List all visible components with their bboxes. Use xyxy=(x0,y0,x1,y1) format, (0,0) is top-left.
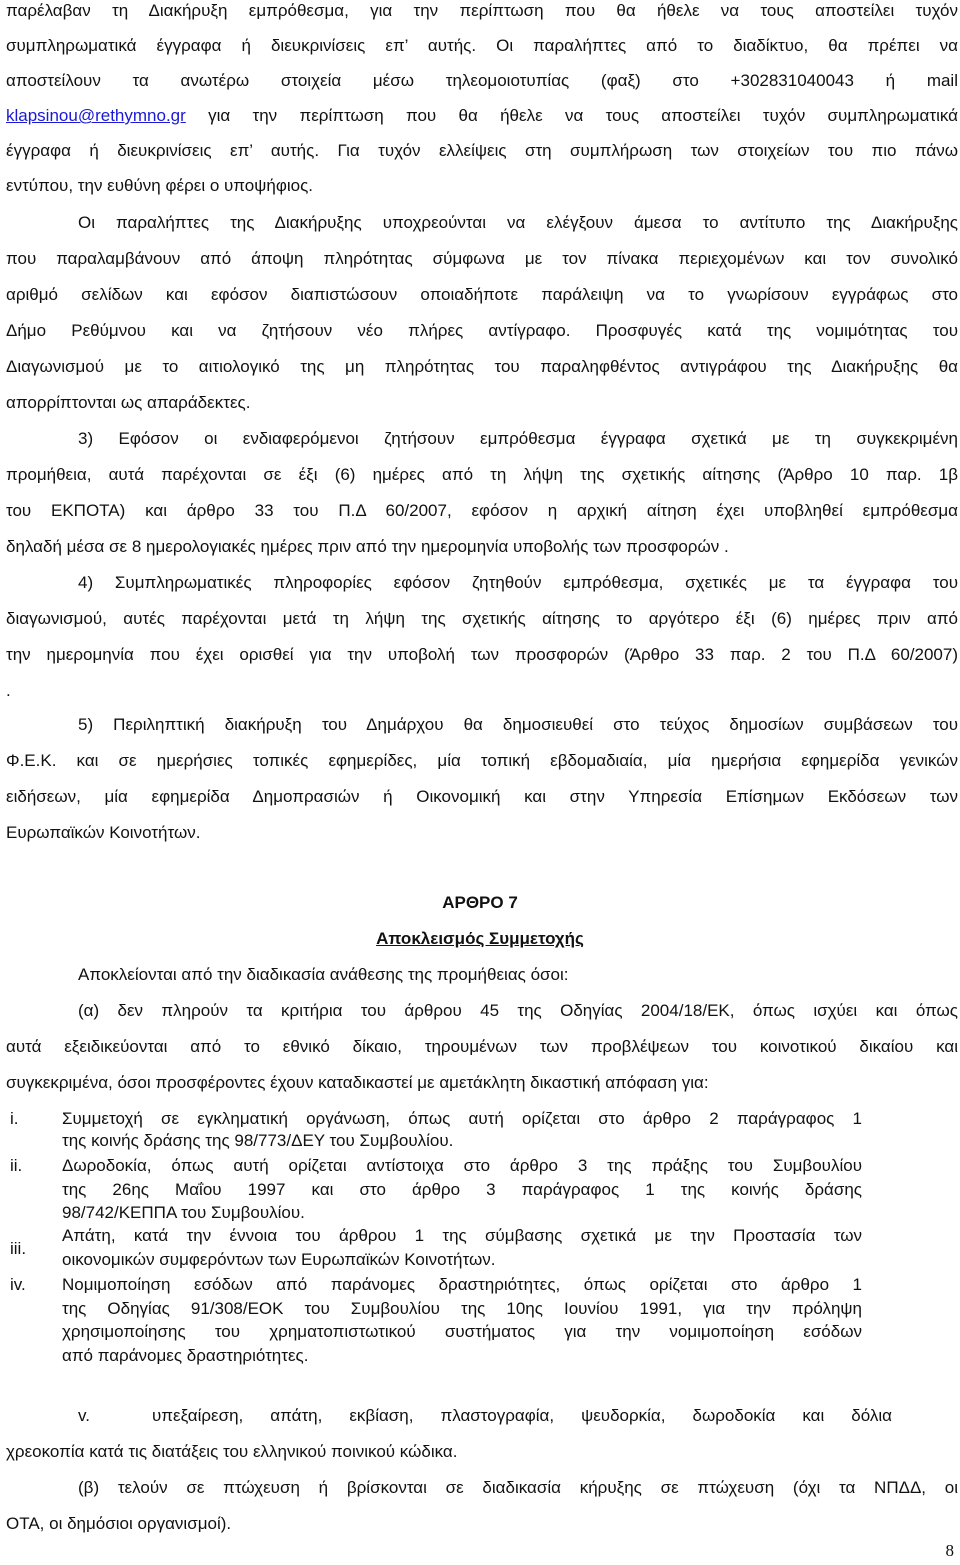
list-number: i. xyxy=(10,1109,19,1128)
paragraph-line: δηλαδή μέσα σε 8 ημερολογιακές ημέρες πριν από την ημερομηνία υποβολής των προσφορών . xyxy=(6,537,729,556)
paragraph-line: . xyxy=(6,681,11,700)
paragraph-line: Φ.Ε.Κ. και σε ημερήσιες τοπικές εφημερίδες, μία τοπική εβδομαδιαία, μία ημερήσια εφημερίδα γενικών xyxy=(6,751,958,770)
list-item-line: υπεξαίρεση, απάτη, εκβίαση, πλαστογραφία, ψευδορκία, δωροδοκία και δόλια xyxy=(152,1406,892,1425)
article-subheading: Αποκλεισμός Συμμετοχής xyxy=(376,929,584,948)
paragraph-line: του ΕΚΠΟΤΑ) και άρθρο 33 του Π.Δ 60/2007, εφόσον η αρχική αίτηση έχει υποβληθεί εμπρόθεσμα xyxy=(6,501,958,520)
paragraph-line: Δήμο Ρεθύμνου και να ζητήσουν νέο πλήρες αντίγραφο. Προσφυγές κατά της νομιμότητας του xyxy=(6,321,958,340)
paragraph-line: Οι παραλήπτες της Διακήρυξης υποχρεούνται να ελέγξουν άμεσα το αντίτυπο της Διακήρυξης xyxy=(78,213,958,232)
paragraph-line: συγκεκριμένα, όσοι προσφέροντες έχουν καταδικαστεί με αμετάκλητη δικαστική απόφαση για: xyxy=(6,1073,709,1092)
paragraph-line: προμήθεια, αυτά παρέχονται σε έξι (6) ημέρες από τη λήψη της σχετικής αίτησης (Άρθρο 10 παρ. 1β xyxy=(6,465,958,484)
paragraph-line: Ευρωπαϊκών Κοινοτήτων. xyxy=(6,823,201,842)
list-number: iii. xyxy=(10,1239,27,1258)
paragraph-line: χρεοκοπία κατά τις διατάξεις του ελληνικού ποινικού κώδικα. xyxy=(6,1442,458,1461)
list-number: ii. xyxy=(10,1156,23,1175)
list-number: iv. xyxy=(10,1275,26,1294)
paragraph-line: 3) Εφόσον οι ενδιαφερόμενοι ζητήσουν εμπρόθεσμα έγγραφα σχετικά με τη συγκεκριμένη xyxy=(78,429,958,448)
paragraph-line: 4) Συμπληρωματικές πληροφορίες εφόσον ζητηθούν εμπρόθεσμα, σχετικές με τα έγγραφα του xyxy=(78,573,958,592)
list-item-line: από παράνομες δραστηριότητες. xyxy=(62,1346,309,1365)
paragraph-line: έγγραφα ή διευκρινίσεις επ’ αυτής. Για τυχόν ελλείψεις στη συμπλήρωση των στοιχείων του πιο πάνω xyxy=(6,141,958,160)
paragraph-line: που παραλαμβάνουν από άποψη πληρότητας σύμφωνα με τον πίνακα περιεχομένων και τον συνολικό xyxy=(6,249,958,268)
list-item-line: Νομιμοποίηση εσόδων από παράνομες δραστηριότητες, όπως ορίζεται στο άρθρο 1 xyxy=(62,1275,862,1294)
paragraph-line: Αποκλείονται από την διαδικασία ανάθεσης της προμήθειας όσοι: xyxy=(78,965,569,984)
list-number: v. xyxy=(78,1406,90,1425)
paragraph-line: απορρίπτονται ως απαράδεκτες. xyxy=(6,393,251,412)
paragraph-line-text: για την περίπτωση που θα ήθελε να τους αποστείλει τυχόν συμπληρωματικά xyxy=(185,106,958,125)
list-item-line: της 26ης Μαΐου 1997 και στο άρθρο 3 παράγραφος 1 της κοινής δράσης xyxy=(62,1180,862,1199)
list-item-line: της κοινής δράσης της 98/773/ΔΕΥ του Συμβουλίου. xyxy=(62,1131,454,1150)
paragraph-line: ειδήσεων, μία εφημερίδα Δημοπρασιών ή Οικονομική και στην Υπηρεσία Επίσημων Εκδόσεων των xyxy=(6,787,958,806)
paragraph-line: αποστείλουν τα ανωτέρω στοιχεία μέσω τηλεομοιοτυπίας (φαξ) στο +302831040043 ή mail xyxy=(6,71,958,90)
paragraph-line: αριθμό σελίδων και εφόσον διαπιστώσουν οποιαδήποτε παράλειψη να το γνωρίσουν εγγράφως στο xyxy=(6,285,958,304)
paragraph-line: εντύπου, την ευθύνη φέρει ο υποψήφιος. xyxy=(6,176,313,195)
list-item-line: οικονομικών συμφερόντων των Ευρωπαϊκών Κοινοτήτων. xyxy=(62,1250,496,1269)
paragraph-line: την ημερομηνία που έχει ορισθεί για την υποβολή των προσφορών (Άρθρο 33 παρ. 2 του Π.Δ 60/2007) xyxy=(6,645,958,664)
list-item-line: 98/742/ΚΕΠΠΑ του Συμβουλίου. xyxy=(62,1203,305,1222)
article-heading: ΑΡΘΡΟ 7 xyxy=(442,893,518,912)
paragraph-line: 5) Περιληπτική διακήρυξη του Δημάρχου θα δημοσιευθεί στο τεύχος δημοσίων συμβάσεων του xyxy=(78,715,958,734)
paragraph-line: παρέλαβαν τη Διακήρυξη εμπρόθεσμα, για την περίπτωση που θα ήθελε να τους αποστείλει τυχόν xyxy=(6,1,958,20)
email-link[interactable]: klapsinou@rethymno.gr xyxy=(6,106,186,125)
paragraph-line: αυτά εξειδικεύονται από το εθνικό δίκαιο, τηρουμένων των προβλέψεων του κοινοτικού δικαίου και xyxy=(6,1037,958,1056)
list-item-line: χρησιμοποίησης του χρηματοπιστωτικού συστήματος για την νομιμοποίηση εσόδων xyxy=(62,1322,862,1341)
paragraph-line: διαγωνισμού, αυτές παρέχονται μετά τη λήψη της σχετικής αίτησης το αργότερο έξι (6) ημέρες πριν από xyxy=(6,609,958,628)
paragraph-line: ΟΤΑ, οι δημόσιοι οργανισμοί). xyxy=(6,1514,232,1533)
paragraph-line: (α) δεν πληρούν τα κριτήρια του άρθρου 45 της Οδηγίας 2004/18/ΕΚ, όπως ισχύει και όπως xyxy=(78,1001,958,1020)
list-item-line: Συμμετοχή σε εγκληματική οργάνωση, όπως αυτή ορίζεται στο άρθρο 2 παράγραφος 1 xyxy=(62,1109,862,1128)
list-item-line: Δωροδοκία, όπως αυτή ορίζεται αντίστοιχα στο άρθρο 3 της πράξης του Συμβουλίου xyxy=(62,1156,862,1175)
paragraph-line xyxy=(6,105,958,127)
paragraph-line: (β) τελούν σε πτώχευση ή βρίσκονται σε διαδικασία κήρυξης σε πτώχευση (όχι τα ΝΠΔΔ, οι xyxy=(78,1478,958,1497)
paragraph-line: Διαγωνισμού με το αιτιολογικό της μη πληρότητας του παραληφθέντος αντιγράφου της Διακήρυξης θα xyxy=(6,357,958,376)
page-number: 8 xyxy=(945,1541,954,1560)
list-item-line: Απάτη, κατά την έννοια του άρθρου 1 της σύμβασης σχετικά με την Προστασία των xyxy=(62,1226,862,1245)
paragraph-line: συμπληρωματικά έγγραφα ή διευκρινίσεις επ’ αυτής. Οι παραλήπτες από το διαδίκτυο, θα πρέπει να xyxy=(6,36,958,55)
list-item-line: της Οδηγίας 91/308/ΕΟΚ του Συμβουλίου της 10ης Ιουνίου 1991, για την πρόληψη xyxy=(62,1299,862,1318)
